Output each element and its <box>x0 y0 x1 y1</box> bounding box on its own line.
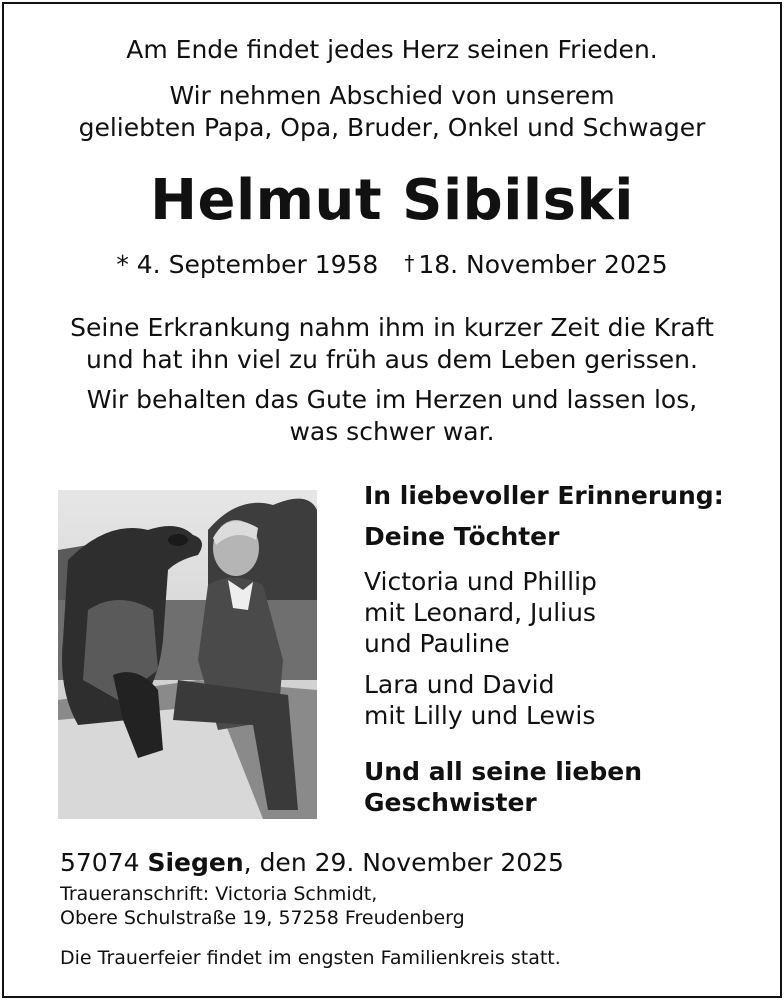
death-date: 18. November 2025 <box>418 250 668 279</box>
birth-date: * 4. September 1958 <box>116 250 379 279</box>
life-dates <box>4 247 780 281</box>
intro-line-1: Wir nehmen Abschied von unserem <box>169 81 615 110</box>
photo-illustration <box>58 490 317 819</box>
zip-code: 57074 <box>60 848 140 877</box>
family-1 <box>364 566 597 659</box>
place-date <box>60 847 564 879</box>
intro-text <box>4 80 780 144</box>
city: Siegen <box>147 848 244 877</box>
family-1-line-3: und Pauline <box>364 629 510 658</box>
obituary-notice <box>2 2 782 998</box>
verse-2 <box>4 384 780 448</box>
family-2 <box>364 669 595 731</box>
notice-date: , den 29. November 2025 <box>243 848 564 877</box>
deceased-name: Helmut Sibilski <box>150 168 634 233</box>
verse-1-line-2: und hat ihn viel zu früh aus dem Leben gerissen. <box>86 345 698 374</box>
verse-2-line-2: was schwer war. <box>289 417 495 446</box>
mourning-address <box>60 882 465 930</box>
family-1-line-1: Victoria und Phillip <box>364 567 597 596</box>
family-2-line-2: mit Lilly und Lewis <box>364 701 596 730</box>
portrait-photo <box>58 490 317 819</box>
address-line-1: Traueranschrift: Victoria Schmidt, <box>60 883 378 905</box>
motto: Am Ende findet jedes Herz seinen Frieden. <box>126 35 658 64</box>
daughters-label: Deine Töchter <box>364 522 560 551</box>
funeral-note: Die Trauerfeier findet im engsten Familienkreis statt. <box>60 947 561 969</box>
verse-2-line-1: Wir behalten das Gute im Herzen und lassen los, <box>86 385 698 414</box>
verse-1-line-1: Seine Erkrankung nahm ihm in kurzer Zeit die Kraft <box>70 313 714 342</box>
address-line-2: Obere Schulstraße 19, 57258 Freudenberg <box>60 907 465 929</box>
siblings-line-2: Geschwister <box>364 788 537 817</box>
intro-line-2: geliebten Papa, Opa, Bruder, Onkel und Schwager <box>78 113 706 142</box>
siblings-line-1: Und all seine lieben <box>364 757 643 786</box>
verse-1 <box>4 312 780 376</box>
family-1-line-2: mit Leonard, Julius <box>364 598 596 627</box>
dagger-icon: † <box>404 251 415 275</box>
siblings <box>364 756 642 818</box>
mourners-heading: In liebevoller Erinnerung: <box>364 481 724 510</box>
family-2-line-1: Lara und David <box>364 670 555 699</box>
